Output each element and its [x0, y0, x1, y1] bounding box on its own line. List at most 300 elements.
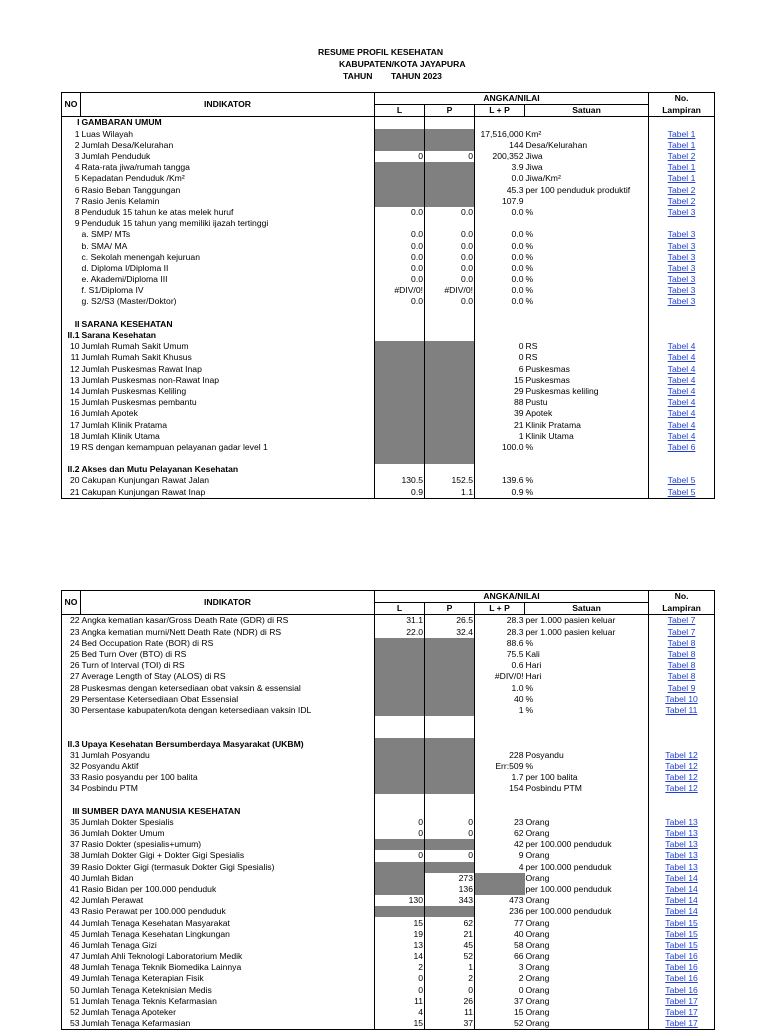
row-number: II.1	[62, 330, 81, 341]
row-lampiran-link[interactable]: Tabel 8	[649, 671, 715, 682]
row-number: 19	[62, 442, 81, 453]
col-angka-nilai: ANGKA/NILAI	[375, 93, 649, 105]
row-value-lp: 23	[513, 816, 524, 827]
row-value-l	[375, 431, 425, 442]
row-value-p: 343	[425, 895, 475, 906]
row-lampiran-link[interactable]: Tabel 4	[649, 419, 715, 430]
row-number: 44	[62, 917, 81, 928]
row-satuan	[525, 330, 649, 341]
row-value-lp: 40	[513, 928, 524, 939]
row-number: 39	[62, 862, 81, 873]
row-indicator: Rasio posyandu per 100 balita	[81, 772, 375, 783]
row-value-p: 0	[425, 828, 475, 839]
row-value-p: 0	[425, 151, 475, 162]
row-value-p	[425, 671, 475, 682]
col-lp: L + P	[475, 603, 525, 615]
row-number: II.2	[62, 464, 81, 475]
row-lampiran-link[interactable]: Tabel 3	[649, 285, 715, 296]
row-number: 28	[62, 683, 81, 694]
row-satuan: Hari	[525, 660, 649, 671]
row-lampiran-link[interactable]: Tabel 14	[649, 884, 715, 895]
row-value-l	[375, 783, 425, 794]
row-value-p	[425, 750, 475, 761]
row-value-l: 2	[375, 962, 425, 973]
col-p: P	[425, 603, 475, 615]
row-lampiran-link[interactable]: Tabel 9	[649, 683, 715, 694]
row-satuan: Orang	[525, 873, 649, 884]
row-value-l	[375, 716, 425, 727]
row-value-p	[425, 408, 475, 419]
row-lampiran-link[interactable]: Tabel 12	[649, 772, 715, 783]
row-number: 20	[62, 475, 81, 486]
row-value-p	[425, 117, 475, 129]
col-l: L	[375, 603, 425, 615]
row-value-p: 52	[425, 951, 475, 962]
row-satuan: RS	[525, 352, 649, 363]
row-satuan	[525, 464, 649, 475]
row-value-lp: 15	[513, 1007, 524, 1018]
row-lampiran-link[interactable]: Tabel 14	[649, 895, 715, 906]
row-value-l	[375, 386, 425, 397]
col-p: P	[425, 105, 475, 117]
row-lampiran-link[interactable]: Tabel 4	[649, 397, 715, 408]
row-indicator: Persentase Ketersediaan Obat Essensial	[81, 694, 375, 705]
row-satuan: Jiwa/Km²	[525, 173, 649, 184]
table-row	[62, 229, 715, 240]
col-lampiran-1: No.	[649, 591, 715, 603]
row-lampiran-link[interactable]: Tabel 7	[649, 627, 715, 638]
table-row	[62, 694, 715, 705]
row-lampiran-link[interactable]: Tabel 11	[649, 705, 715, 716]
table-body-page-2	[62, 615, 715, 1030]
row-lampiran-link[interactable]: Tabel 8	[649, 660, 715, 671]
row-lampiran-link[interactable]: Tabel 4	[649, 375, 715, 386]
row-number: 46	[62, 940, 81, 951]
row-indicator: Jumlah Tenaga Apoteker	[81, 1007, 375, 1018]
row-value-p	[425, 738, 475, 749]
table-row	[62, 375, 715, 386]
row-number: 33	[62, 772, 81, 783]
row-value-l	[375, 649, 425, 660]
row-indicator	[81, 794, 375, 805]
table-row	[62, 862, 715, 873]
row-value-l	[375, 419, 425, 430]
row-value-lp: 0	[518, 984, 524, 995]
table-row	[62, 240, 715, 251]
row-lampiran-link[interactable]: Tabel 4	[649, 341, 715, 352]
report-year: TAHUN 2023	[391, 71, 442, 81]
row-indicator: Rasio Jenis Kelamin	[81, 196, 375, 207]
row-satuan: %	[525, 296, 649, 307]
row-satuan: %	[525, 705, 649, 716]
row-number: 51	[62, 996, 81, 1007]
row-satuan	[525, 308, 649, 319]
row-number	[62, 727, 81, 738]
row-satuan	[525, 738, 649, 749]
row-value-l: 0.0	[375, 207, 425, 218]
table-row	[62, 806, 715, 817]
row-lampiran-link[interactable]: Tabel 6	[649, 442, 715, 453]
row-value-p: 21	[425, 929, 475, 940]
row-lampiran-link[interactable]: Tabel 2	[649, 196, 715, 207]
row-value-l	[375, 129, 425, 140]
row-lampiran-link[interactable]: Tabel 3	[649, 229, 715, 240]
col-no: NO	[62, 93, 81, 117]
table-row	[62, 453, 715, 464]
row-lampiran-link[interactable]: Tabel 1	[649, 140, 715, 151]
row-indicator: Kepadatan Penduduk /Km²	[81, 173, 375, 184]
row-number	[62, 308, 81, 319]
row-lampiran-link[interactable]: Tabel 16	[649, 985, 715, 996]
table-row	[62, 929, 715, 940]
row-value-p: 0	[425, 817, 475, 828]
row-lampiran-link[interactable]: Tabel 12	[649, 761, 715, 772]
row-value-l	[375, 352, 425, 363]
row-lampiran-link[interactable]: Tabel 15	[649, 929, 715, 940]
row-number: I	[62, 117, 81, 129]
row-lampiran-link[interactable]: Tabel 4	[649, 431, 715, 442]
row-lampiran-link[interactable]: Tabel 5	[649, 475, 715, 486]
col-angka-nilai: ANGKA/NILAI	[375, 591, 649, 603]
table-row	[62, 783, 715, 794]
row-lampiran-link[interactable]: Tabel 4	[649, 386, 715, 397]
row-value-p	[425, 129, 475, 140]
row-value-l	[375, 660, 425, 671]
table-row	[62, 615, 715, 627]
table-row	[62, 1007, 715, 1018]
row-indicator: Jumlah Klinik Utama	[81, 431, 375, 442]
report-year-label: TAHUN	[343, 71, 373, 81]
table-row	[62, 364, 715, 375]
row-satuan: %	[525, 683, 649, 694]
row-indicator: Jumlah Tenaga Teknis Kefarmasian	[81, 996, 375, 1007]
row-lampiran-link[interactable]: Tabel 8	[649, 649, 715, 660]
row-satuan: %	[525, 487, 649, 499]
row-number: 36	[62, 828, 81, 839]
row-number: 27	[62, 671, 81, 682]
row-lampiran-link[interactable]: Tabel 15	[649, 940, 715, 951]
row-value-lp: #DIV/0!	[494, 671, 524, 682]
row-value-l: 130.5	[375, 475, 425, 486]
row-satuan	[525, 806, 649, 817]
row-satuan: Orang	[525, 996, 649, 1007]
row-satuan: %	[525, 207, 649, 218]
row-number: 47	[62, 951, 81, 962]
row-value-p	[425, 386, 475, 397]
table-row	[62, 173, 715, 184]
row-number: 12	[62, 364, 81, 375]
row-lampiran-link[interactable]: Tabel 4	[649, 352, 715, 363]
row-lampiran-link[interactable]: Tabel 3	[649, 207, 715, 218]
row-value-l: 130	[375, 895, 425, 906]
row-indicator: f. S1/Diploma IV	[81, 285, 375, 296]
table-row	[62, 873, 715, 884]
row-value-p: 62	[425, 917, 475, 928]
table-row	[62, 940, 715, 951]
table-row	[62, 638, 715, 649]
row-value-lp	[475, 218, 525, 229]
table-row	[62, 140, 715, 151]
row-lampiran-link	[649, 727, 715, 738]
table-row	[62, 252, 715, 263]
row-value-lp	[475, 727, 525, 738]
row-lampiran-link[interactable]: Tabel 13	[649, 828, 715, 839]
row-satuan: RS	[525, 341, 649, 352]
table-row	[62, 895, 715, 906]
row-lampiran-link[interactable]: Tabel 13	[649, 817, 715, 828]
row-value-p	[425, 906, 475, 917]
table-row	[62, 906, 715, 917]
row-number: 48	[62, 962, 81, 973]
col-lampiran-1: No.	[649, 93, 715, 105]
row-indicator: Posbindu PTM	[81, 783, 375, 794]
row-lampiran-link	[649, 464, 715, 475]
row-lampiran-link[interactable]: Tabel 2	[649, 151, 715, 162]
row-value-lp: 77	[513, 917, 524, 928]
row-indicator: Angka kematian kasar/Gross Death Rate (GDR) di RS	[81, 615, 375, 627]
row-number: III	[62, 806, 81, 817]
row-value-p: 152.5	[425, 475, 475, 486]
row-indicator: Jumlah Penduduk	[81, 151, 375, 162]
row-satuan: Apotek	[525, 408, 649, 419]
row-number: 11	[62, 352, 81, 363]
row-satuan: per 1.000 pasien keluar	[525, 615, 649, 627]
table-row	[62, 341, 715, 352]
row-number: 24	[62, 638, 81, 649]
row-value-p	[425, 352, 475, 363]
row-lampiran-link	[649, 794, 715, 805]
row-value-lp: 28.3	[506, 626, 524, 637]
table-row	[62, 962, 715, 973]
row-lampiran-link[interactable]: Tabel 10	[649, 694, 715, 705]
row-value-p	[425, 308, 475, 319]
row-value-p: #DIV/0!	[425, 285, 475, 296]
row-number: 41	[62, 884, 81, 895]
row-lampiran-link[interactable]: Tabel 14	[649, 873, 715, 884]
row-value-lp: 88.6	[506, 637, 524, 648]
row-lampiran-link[interactable]: Tabel 13	[649, 839, 715, 850]
row-satuan: per 100 penduduk produktif	[525, 185, 649, 196]
row-value-p	[425, 162, 475, 173]
row-value-lp: 3	[518, 962, 524, 973]
row-value-p	[425, 705, 475, 716]
row-value-p	[425, 638, 475, 649]
row-lampiran-link	[649, 453, 715, 464]
row-value-lp: 1	[518, 704, 524, 715]
row-indicator: Rasio Beban Tanggungan	[81, 185, 375, 196]
row-satuan: Orang	[525, 929, 649, 940]
row-value-l	[375, 375, 425, 386]
table-row	[62, 431, 715, 442]
col-lp: L + P	[475, 105, 525, 117]
row-lampiran-link[interactable]: Tabel 2	[649, 185, 715, 196]
row-satuan: Jiwa	[525, 151, 649, 162]
row-lampiran-link[interactable]: Tabel 7	[649, 615, 715, 627]
row-value-lp: 0.0	[511, 251, 524, 262]
row-number: 10	[62, 341, 81, 352]
table-row	[62, 207, 715, 218]
row-value-lp: 200,352	[492, 151, 524, 162]
row-lampiran-link[interactable]: Tabel 14	[649, 906, 715, 917]
row-value-lp	[475, 716, 525, 727]
row-value-l	[375, 117, 425, 129]
col-indikator: INDIKATOR	[81, 591, 375, 615]
table-row	[62, 794, 715, 805]
row-number: 37	[62, 839, 81, 850]
row-value-p	[425, 794, 475, 805]
row-lampiran-link[interactable]: Tabel 16	[649, 962, 715, 973]
table-row	[62, 274, 715, 285]
row-lampiran-link[interactable]: Tabel 3	[649, 252, 715, 263]
table-row	[62, 917, 715, 928]
row-value-lp: 1.7	[511, 772, 524, 783]
row-value-p: 26	[425, 996, 475, 1007]
row-lampiran-link[interactable]: Tabel 3	[649, 274, 715, 285]
row-value-l: 0.0	[375, 229, 425, 240]
row-satuan: Puskesmas	[525, 364, 649, 375]
row-value-l	[375, 772, 425, 783]
row-value-lp: 0.0	[511, 262, 524, 273]
table-row	[62, 727, 715, 738]
row-lampiran-link[interactable]: Tabel 3	[649, 240, 715, 251]
row-indicator: Luas Wilayah	[81, 129, 375, 140]
table-row	[62, 817, 715, 828]
row-number: 7	[62, 196, 81, 207]
table-row	[62, 218, 715, 229]
row-satuan	[525, 716, 649, 727]
row-indicator: Jumlah Tenaga Gizi	[81, 940, 375, 951]
table-row	[62, 196, 715, 207]
row-satuan: %	[525, 475, 649, 486]
row-number: 26	[62, 660, 81, 671]
row-indicator: a. SMP/ MTs	[81, 229, 375, 240]
row-satuan: Posyandu	[525, 750, 649, 761]
table-row	[62, 442, 715, 453]
row-lampiran-link[interactable]: Tabel 3	[649, 296, 715, 307]
row-value-lp: 3.9	[511, 162, 524, 173]
row-value-p: 273	[425, 873, 475, 884]
row-number: 45	[62, 929, 81, 940]
row-number: 17	[62, 419, 81, 430]
row-lampiran-link[interactable]: Tabel 8	[649, 638, 715, 649]
row-value-p	[425, 453, 475, 464]
row-lampiran-link	[649, 308, 715, 319]
row-value-p	[425, 806, 475, 817]
row-lampiran-link[interactable]: Tabel 15	[649, 917, 715, 928]
col-lampiran-2: Lampiran	[649, 603, 715, 615]
row-indicator: Akses dan Mutu Pelayanan Kesehatan	[81, 464, 375, 475]
row-lampiran-link[interactable]: Tabel 1	[649, 129, 715, 140]
row-indicator: SARANA KESEHATAN	[81, 319, 375, 330]
row-value-l	[375, 794, 425, 805]
table-row	[62, 985, 715, 996]
row-value-l	[375, 140, 425, 151]
row-value-l	[375, 862, 425, 873]
row-lampiran-link[interactable]: Tabel 12	[649, 783, 715, 794]
row-number	[62, 794, 81, 805]
row-value-p: 0.0	[425, 240, 475, 251]
row-indicator: Sarana Kesehatan	[81, 330, 375, 341]
row-value-p	[425, 364, 475, 375]
table-row	[62, 951, 715, 962]
row-value-p	[425, 218, 475, 229]
row-lampiran-link[interactable]: Tabel 1	[649, 162, 715, 173]
row-satuan: %	[525, 274, 649, 285]
row-value-p	[425, 772, 475, 783]
row-number: 3	[62, 151, 81, 162]
row-value-p: 32.4	[425, 627, 475, 638]
row-value-l: 13	[375, 940, 425, 951]
row-indicator: Posyandu Aktif	[81, 761, 375, 772]
row-value-l: 0.0	[375, 263, 425, 274]
row-value-l	[375, 173, 425, 184]
table-row	[62, 162, 715, 173]
row-satuan: Posbindu PTM	[525, 783, 649, 794]
row-satuan: Orang	[525, 817, 649, 828]
row-lampiran-link[interactable]: Tabel 17	[649, 1018, 715, 1030]
row-lampiran-link[interactable]: Tabel 5	[649, 487, 715, 499]
row-lampiran-link[interactable]: Tabel 3	[649, 263, 715, 274]
row-value-l	[375, 464, 425, 475]
row-number: 22	[62, 615, 81, 627]
col-no: NO	[62, 591, 81, 615]
row-indicator	[81, 727, 375, 738]
row-indicator: SUMBER DAYA MANUSIA KESEHATAN	[81, 806, 375, 817]
row-indicator: Upaya Kesehatan Bersumberdaya Masyarakat (UKBM)	[81, 738, 375, 749]
row-value-l: 0.0	[375, 296, 425, 307]
row-lampiran-link[interactable]: Tabel 13	[649, 862, 715, 873]
row-indicator: Jumlah Klinik Pratama	[81, 419, 375, 430]
table-row	[62, 319, 715, 330]
row-value-lp: 75.5	[506, 649, 524, 660]
row-lampiran-link[interactable]: Tabel 17	[649, 1007, 715, 1018]
row-value-p	[425, 319, 475, 330]
row-indicator: c. Sekolah menengah kejuruan	[81, 252, 375, 263]
row-value-l: 0.0	[375, 240, 425, 251]
row-value-l	[375, 638, 425, 649]
table-row	[62, 408, 715, 419]
row-number: 42	[62, 895, 81, 906]
row-indicator: Angka kematian murni/Nett Death Rate (NDR) di RS	[81, 627, 375, 638]
row-lampiran-link[interactable]: Tabel 1	[649, 173, 715, 184]
row-lampiran-link[interactable]: Tabel 4	[649, 364, 715, 375]
row-lampiran-link[interactable]: Tabel 13	[649, 850, 715, 861]
row-lampiran-link[interactable]: Tabel 17	[649, 996, 715, 1007]
table-row	[62, 475, 715, 486]
row-value-l	[375, 761, 425, 772]
row-number: 49	[62, 973, 81, 984]
row-lampiran-link[interactable]: Tabel 4	[649, 408, 715, 419]
row-satuan: per 100 balita	[525, 772, 649, 783]
table-row	[62, 129, 715, 140]
row-value-l	[375, 694, 425, 705]
row-value-lp: 107.9	[501, 195, 524, 206]
row-lampiran-link[interactable]: Tabel 16	[649, 951, 715, 962]
row-lampiran-link[interactable]: Tabel 16	[649, 973, 715, 984]
row-indicator: Jumlah Rumah Sakit Umum	[81, 341, 375, 352]
row-number: 34	[62, 783, 81, 794]
row-value-p: 1.1	[425, 487, 475, 499]
row-value-lp: 0.6	[511, 660, 524, 671]
row-value-l	[375, 218, 425, 229]
row-value-lp	[475, 308, 525, 319]
row-value-l: 0	[375, 828, 425, 839]
row-value-p: 0	[425, 850, 475, 861]
col-lampiran-2: Lampiran	[649, 105, 715, 117]
row-lampiran-link[interactable]: Tabel 12	[649, 750, 715, 761]
table-body-page-1	[62, 117, 715, 498]
row-satuan: Orang	[525, 985, 649, 996]
